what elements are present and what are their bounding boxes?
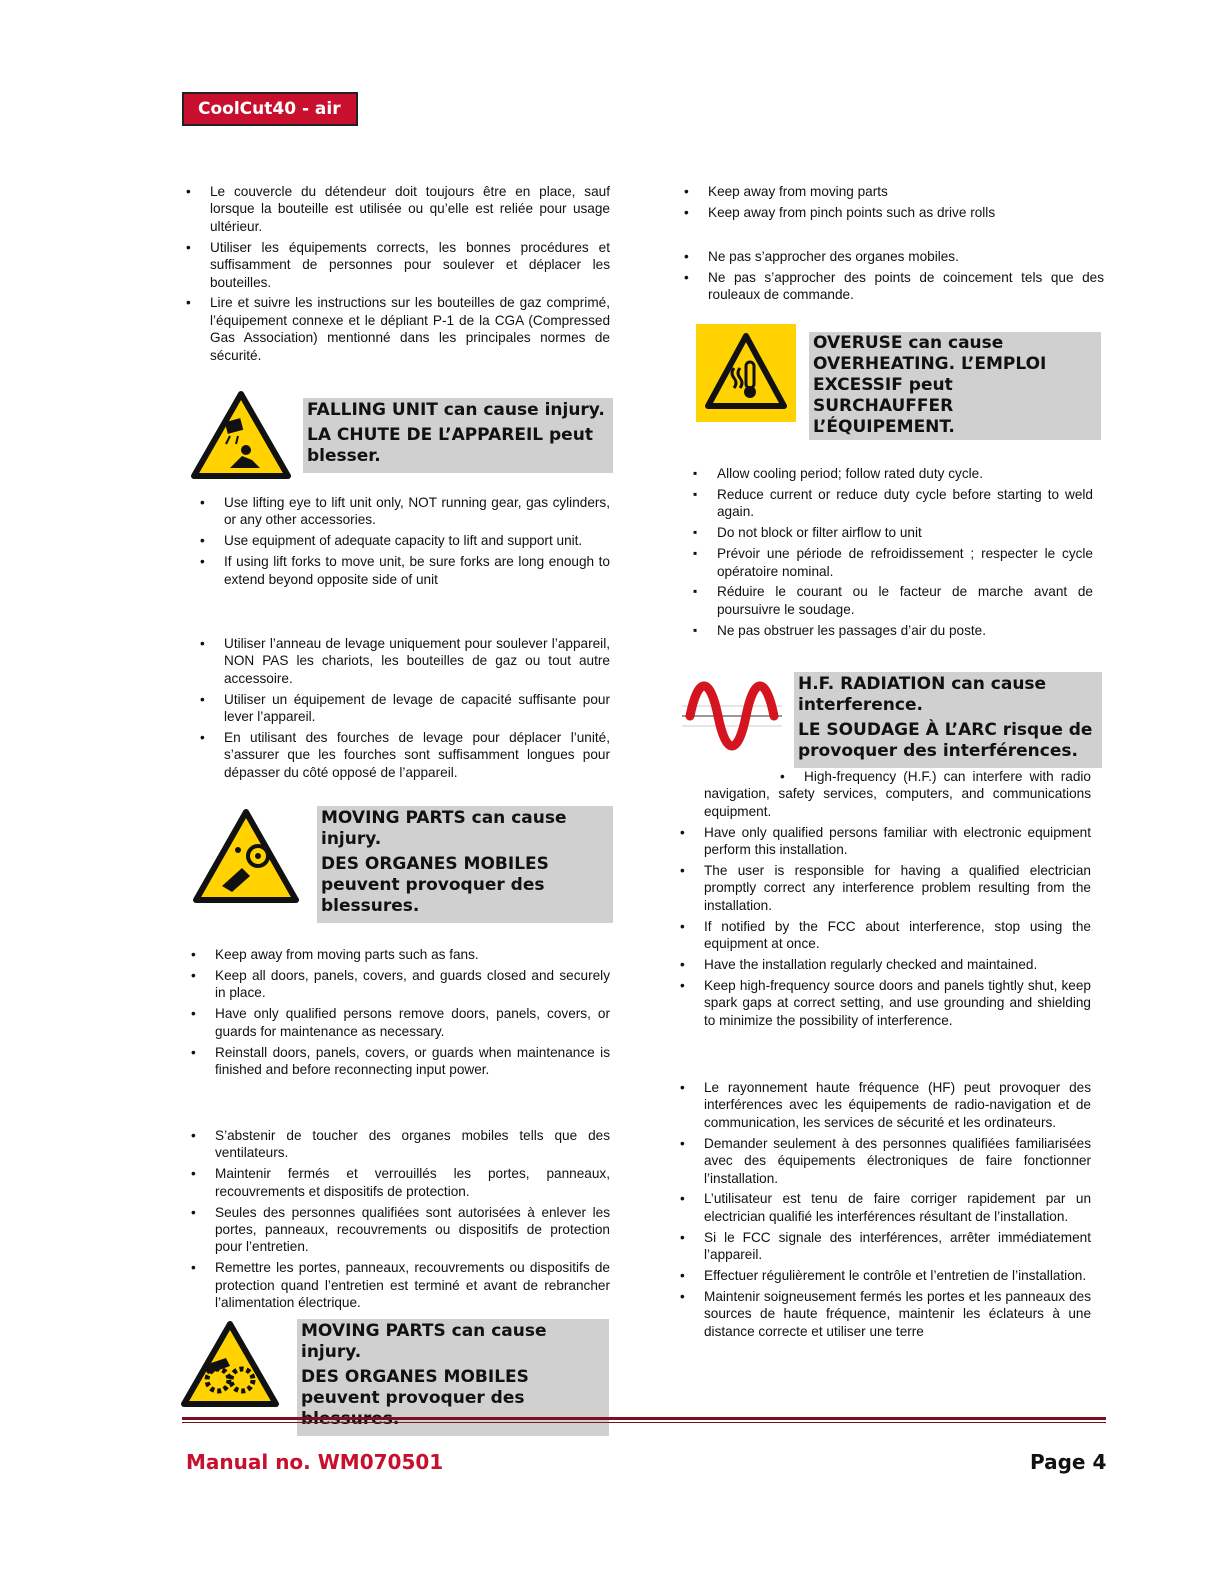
pinch-list-en bbox=[684, 183, 1104, 225]
warning-title-en: MOVING PARTS can cause injury. bbox=[301, 1321, 547, 1362]
warning-title-fr: LE SOUDAGE À L’ARC risque de provoquer des interférences. bbox=[798, 720, 1093, 761]
warning-title-fr: DES ORGANES MOBILES peuvent provoquer des bbox=[301, 1367, 529, 1408]
list-item: • Utiliser les équipements corrects, les bonnes procédures et suffisamment de personnes pour soulever et déplacer les bouteilles. bbox=[186, 239, 610, 291]
list-item: • Keep high-frequency source doors and panels tightly shut, keep spark gaps at correct setting, and use grounding and shielding to minimize the possibility of interference. bbox=[680, 977, 1091, 1029]
falling-unit-icon bbox=[190, 390, 292, 480]
list-item: • Effectuer régulièrement le contrôle et l’entretien de l’installation. bbox=[680, 1267, 1091, 1284]
manual-number: Manual no. WM070501 bbox=[186, 1450, 444, 1474]
overuse-warning bbox=[809, 332, 1101, 440]
list-item: • Remettre les portes, panneaux, recouvrements ou dispositifs de protection quand l’entretien est terminé et avant de rebrancher l’alimentation électrique. bbox=[191, 1259, 610, 1311]
hf-list-en bbox=[680, 768, 1091, 1033]
moving-list-en bbox=[191, 946, 610, 1082]
page-number: Page 4 bbox=[1030, 1450, 1107, 1474]
list-item: • Reinstall doors, panels, covers, or guards when maintenance is finished and before reconnecting input power. bbox=[191, 1044, 610, 1079]
list-item: ▪ Allow cooling period; follow rated duty cycle. bbox=[693, 465, 1093, 482]
list-item: • Ne pas s’approcher des points de coincement tels que des rouleaux de commande. bbox=[684, 269, 1104, 304]
footer-rule-thin bbox=[182, 1422, 1106, 1423]
falling-list-fr bbox=[200, 635, 610, 785]
moving-parts-warning bbox=[317, 806, 613, 923]
list-item: ▪ Prévoir une période de refroidissement ; respecter le cycle opératoire nominal. bbox=[693, 545, 1093, 580]
warning-title-en: H.F. RADIATION can cause interference. bbox=[798, 674, 1047, 715]
list-item: • S’abstenir de toucher des organes mobiles tells que des ventilateurs. bbox=[191, 1127, 610, 1162]
gas-cylinder-list bbox=[186, 183, 610, 368]
list-item: • Le couvercle du détendeur doit toujours être en place, sauf lorsque la bouteille est utilisée ou qu’elle est reliée pour usage ultérieur. bbox=[186, 183, 610, 235]
list-item: • If notified by the FCC about interference, stop using the equipment at once. bbox=[680, 918, 1091, 953]
list-item: • Si le FCC signale des interférences, arrêter immédiatement l’appareil. bbox=[680, 1229, 1091, 1264]
list-item: • En utilisant des fourches de levage pour déplacer l’unité, s’assurer que les fourches sont suffisamment longues pour dépasser du côté opposé de l’appareil. bbox=[200, 729, 610, 781]
list-item: • Have the installation regularly checked and maintained. bbox=[680, 956, 1091, 973]
list-item: • Keep all doors, panels, covers, and guards closed and securely in place. bbox=[191, 967, 610, 1002]
hf-list-fr bbox=[680, 1079, 1091, 1344]
warning-title-en: MOVING PARTS can cause injury. bbox=[321, 808, 567, 849]
list-item: • Demander seulement à des personnes qualifiées familiarisées avec des équipements électroniques de faire fonctionner l’installation. bbox=[680, 1135, 1091, 1187]
warning-title-en: FALLING UNIT can cause injury. bbox=[307, 400, 605, 420]
gears-hazard-icon bbox=[180, 1320, 280, 1408]
list-item: • Have only qualified persons familiar with electronic equipment perform this installation. bbox=[680, 824, 1091, 859]
list-item: ▪ Do not block or filter airflow to unit bbox=[693, 524, 1093, 541]
list-item: • Maintenir fermés et verrouillés les portes, panneaux, recouvrements et dispositifs de protection. bbox=[191, 1165, 610, 1200]
list-item: • Have only qualified persons remove doors, panels, covers, or guards for maintenance as necessary. bbox=[191, 1005, 610, 1040]
list-item: • Keep away from pinch points such as drive rolls bbox=[684, 204, 1104, 221]
warning-title-fr: LA CHUTE DE L’APPAREIL peut blesser. bbox=[307, 425, 593, 466]
list-item: ▪ Ne pas obstruer les passages d’air du poste. bbox=[693, 622, 1093, 639]
hf-radiation-warning bbox=[794, 672, 1102, 768]
list-item: • Use equipment of adequate capacity to lift and support unit. bbox=[200, 532, 610, 549]
overheating-icon bbox=[696, 324, 796, 422]
list-item: • The user is responsible for having a qualified electrician promptly correct any interference problem resulting from the installation. bbox=[680, 862, 1091, 914]
footer-rule bbox=[182, 1417, 1106, 1420]
warning-title: OVERUSE can cause OVERHEATING. L’EMPLOI EXCESSIF peut SURCHAUFFER L’ÉQUIPEMENT. bbox=[813, 333, 1047, 437]
hf-radiation-icon bbox=[680, 676, 784, 756]
list-item: ▪ Réduire le courant ou le facteur de marche avant de poursuivre le soudage. bbox=[693, 583, 1093, 618]
list-item: • Use lifting eye to lift unit only, NOT running gear, gas cylinders, or any other accessories. bbox=[200, 494, 610, 529]
list-item: • Ne pas s’approcher des organes mobiles. bbox=[684, 248, 1104, 265]
list-item: • Keep away from moving parts bbox=[684, 183, 1104, 200]
list-item: • Utiliser l’anneau de levage uniquement pour soulever l’appareil, NON PAS les chariots, les bouteilles de gaz ou tout autre accessoire. bbox=[200, 635, 610, 687]
list-item: • L’utilisateur est tenu de faire corriger rapidement par un electrician qualifié les interférences résultant de l’installation. bbox=[680, 1190, 1091, 1225]
list-item: • Maintenir soigneusement fermés les portes et les panneaux des sources de haute fréquence, maintenir les éclateurs à une distance correcte et utiliser une terre bbox=[680, 1288, 1091, 1340]
list-item: • Keep away from moving parts such as fans. bbox=[191, 946, 610, 963]
list-item: • If using lift forks to move unit, be sure forks are long enough to extend beyond opposite side of unit bbox=[200, 553, 610, 588]
list-item: • Utiliser un équipement de levage de capacité suffisante pour lever l’appareil. bbox=[200, 691, 610, 726]
list-item: • Lire et suivre les instructions sur les bouteilles de gaz comprimé, l’équipement connexe et le dépliant P-1 de la CGA (Compressed Gas Association) mentionné dans les principales normes de sécurité. bbox=[186, 294, 610, 364]
list-item: • Seules des personnes qualifiées sont autorisées à enlever les portes, panneaux, recouvrements ou dispositifs de protection pour l’entretien. bbox=[191, 1204, 610, 1256]
warning-title-fr: DES ORGANES MOBILES peuvent provoquer des blessures. bbox=[321, 854, 549, 916]
moving-parts-icon bbox=[192, 806, 300, 906]
list-item: • High-frequency (H.F.) can interfere with radio navigation, safety services, computers, and communications equipment. bbox=[680, 768, 1091, 820]
list-item: ▪ Reduce current or reduce duty cycle before starting to weld again. bbox=[693, 486, 1093, 521]
brand-badge: CoolCut40 - air bbox=[182, 92, 358, 126]
falling-unit-warning bbox=[303, 398, 613, 473]
moving-list-fr bbox=[191, 1127, 610, 1315]
falling-list-en bbox=[200, 494, 610, 592]
overuse-list bbox=[693, 465, 1093, 643]
pinch-list-fr bbox=[684, 248, 1104, 307]
list-item: • Le rayonnement haute fréquence (HF) peut provoquer des interférences avec les équipements de radio-navigation et de communication, les services de sécurité et les ordinateurs. bbox=[680, 1079, 1091, 1131]
